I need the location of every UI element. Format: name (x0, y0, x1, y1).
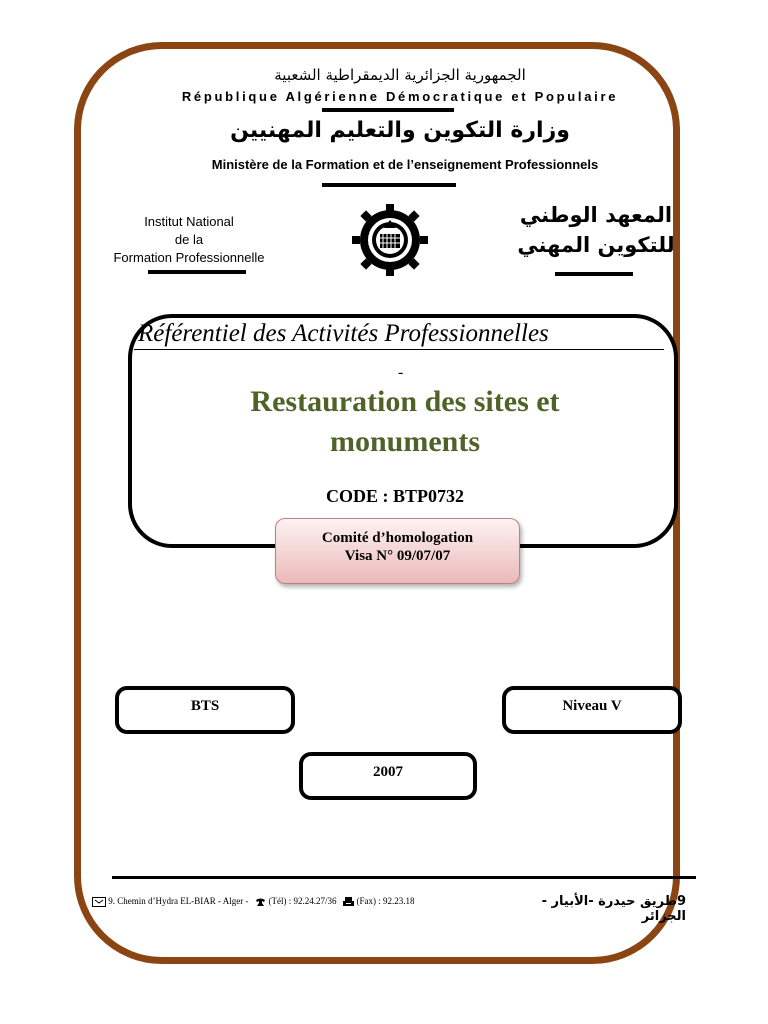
institute-french-line3: Formation Professionnelle (113, 250, 265, 265)
footer-arabic-address: 9طريق حيدرة -الأبيار - الجزائر (541, 894, 686, 924)
document-title (150, 382, 660, 462)
footer-fax: (Fax) : 92.23.18 (356, 896, 415, 906)
phone-icon (255, 897, 266, 907)
document-title-line1: Restauration des sites et (250, 385, 560, 418)
institute-arabic-line2: للتكوين المهني (517, 233, 675, 257)
visa-number: Visa N° 09/07/07 (344, 548, 451, 564)
footer-contact (92, 896, 414, 907)
document-title-line2: monuments (329, 425, 480, 458)
fax-icon (343, 897, 354, 907)
title-dash: - (398, 364, 404, 381)
gear-logo-icon (350, 202, 430, 278)
divider-institute-left (148, 270, 246, 274)
institute-french-line1: Institut National (144, 214, 234, 229)
visa-box (275, 518, 520, 584)
referential-underline (134, 349, 664, 350)
french-ministry-title: Ministère de la Formation et de l’enseignement Professionnels (211, 157, 599, 172)
divider-top (322, 108, 454, 112)
level-box: Niveau V (502, 686, 682, 734)
footer-tel: (Tél) : 92.24.27/36 (268, 896, 337, 906)
year-box: 2007 (299, 752, 477, 800)
footer-address: 9. Chemin d’Hydra EL-BIAR - Alger - (108, 896, 249, 906)
mail-icon (92, 897, 106, 907)
referential-title: Référentiel des Activités Professionnelles (138, 320, 549, 347)
institute-french-name (96, 213, 282, 267)
visa-committee: Comité d’homologation (321, 530, 474, 546)
arabic-ministry-title: وزارة التكوين والتعليم المهنيين (230, 118, 570, 143)
institute-french-line2: de la (174, 232, 204, 247)
footer-divider (112, 876, 696, 879)
document-code: CODE : BTP0732 (325, 486, 464, 506)
institute-arabic-line1: المعهد الوطني (519, 203, 673, 227)
divider-ministry (322, 183, 456, 187)
arabic-republic-title: الجمهورية الجزائرية الديمقراطية الشعبية (274, 66, 526, 84)
institute-arabic-name (486, 200, 706, 260)
french-republic-title: République Algérienne Démocratique et Populaire (181, 89, 619, 104)
divider-institute-right (555, 272, 633, 276)
diploma-box: BTS (115, 686, 295, 734)
